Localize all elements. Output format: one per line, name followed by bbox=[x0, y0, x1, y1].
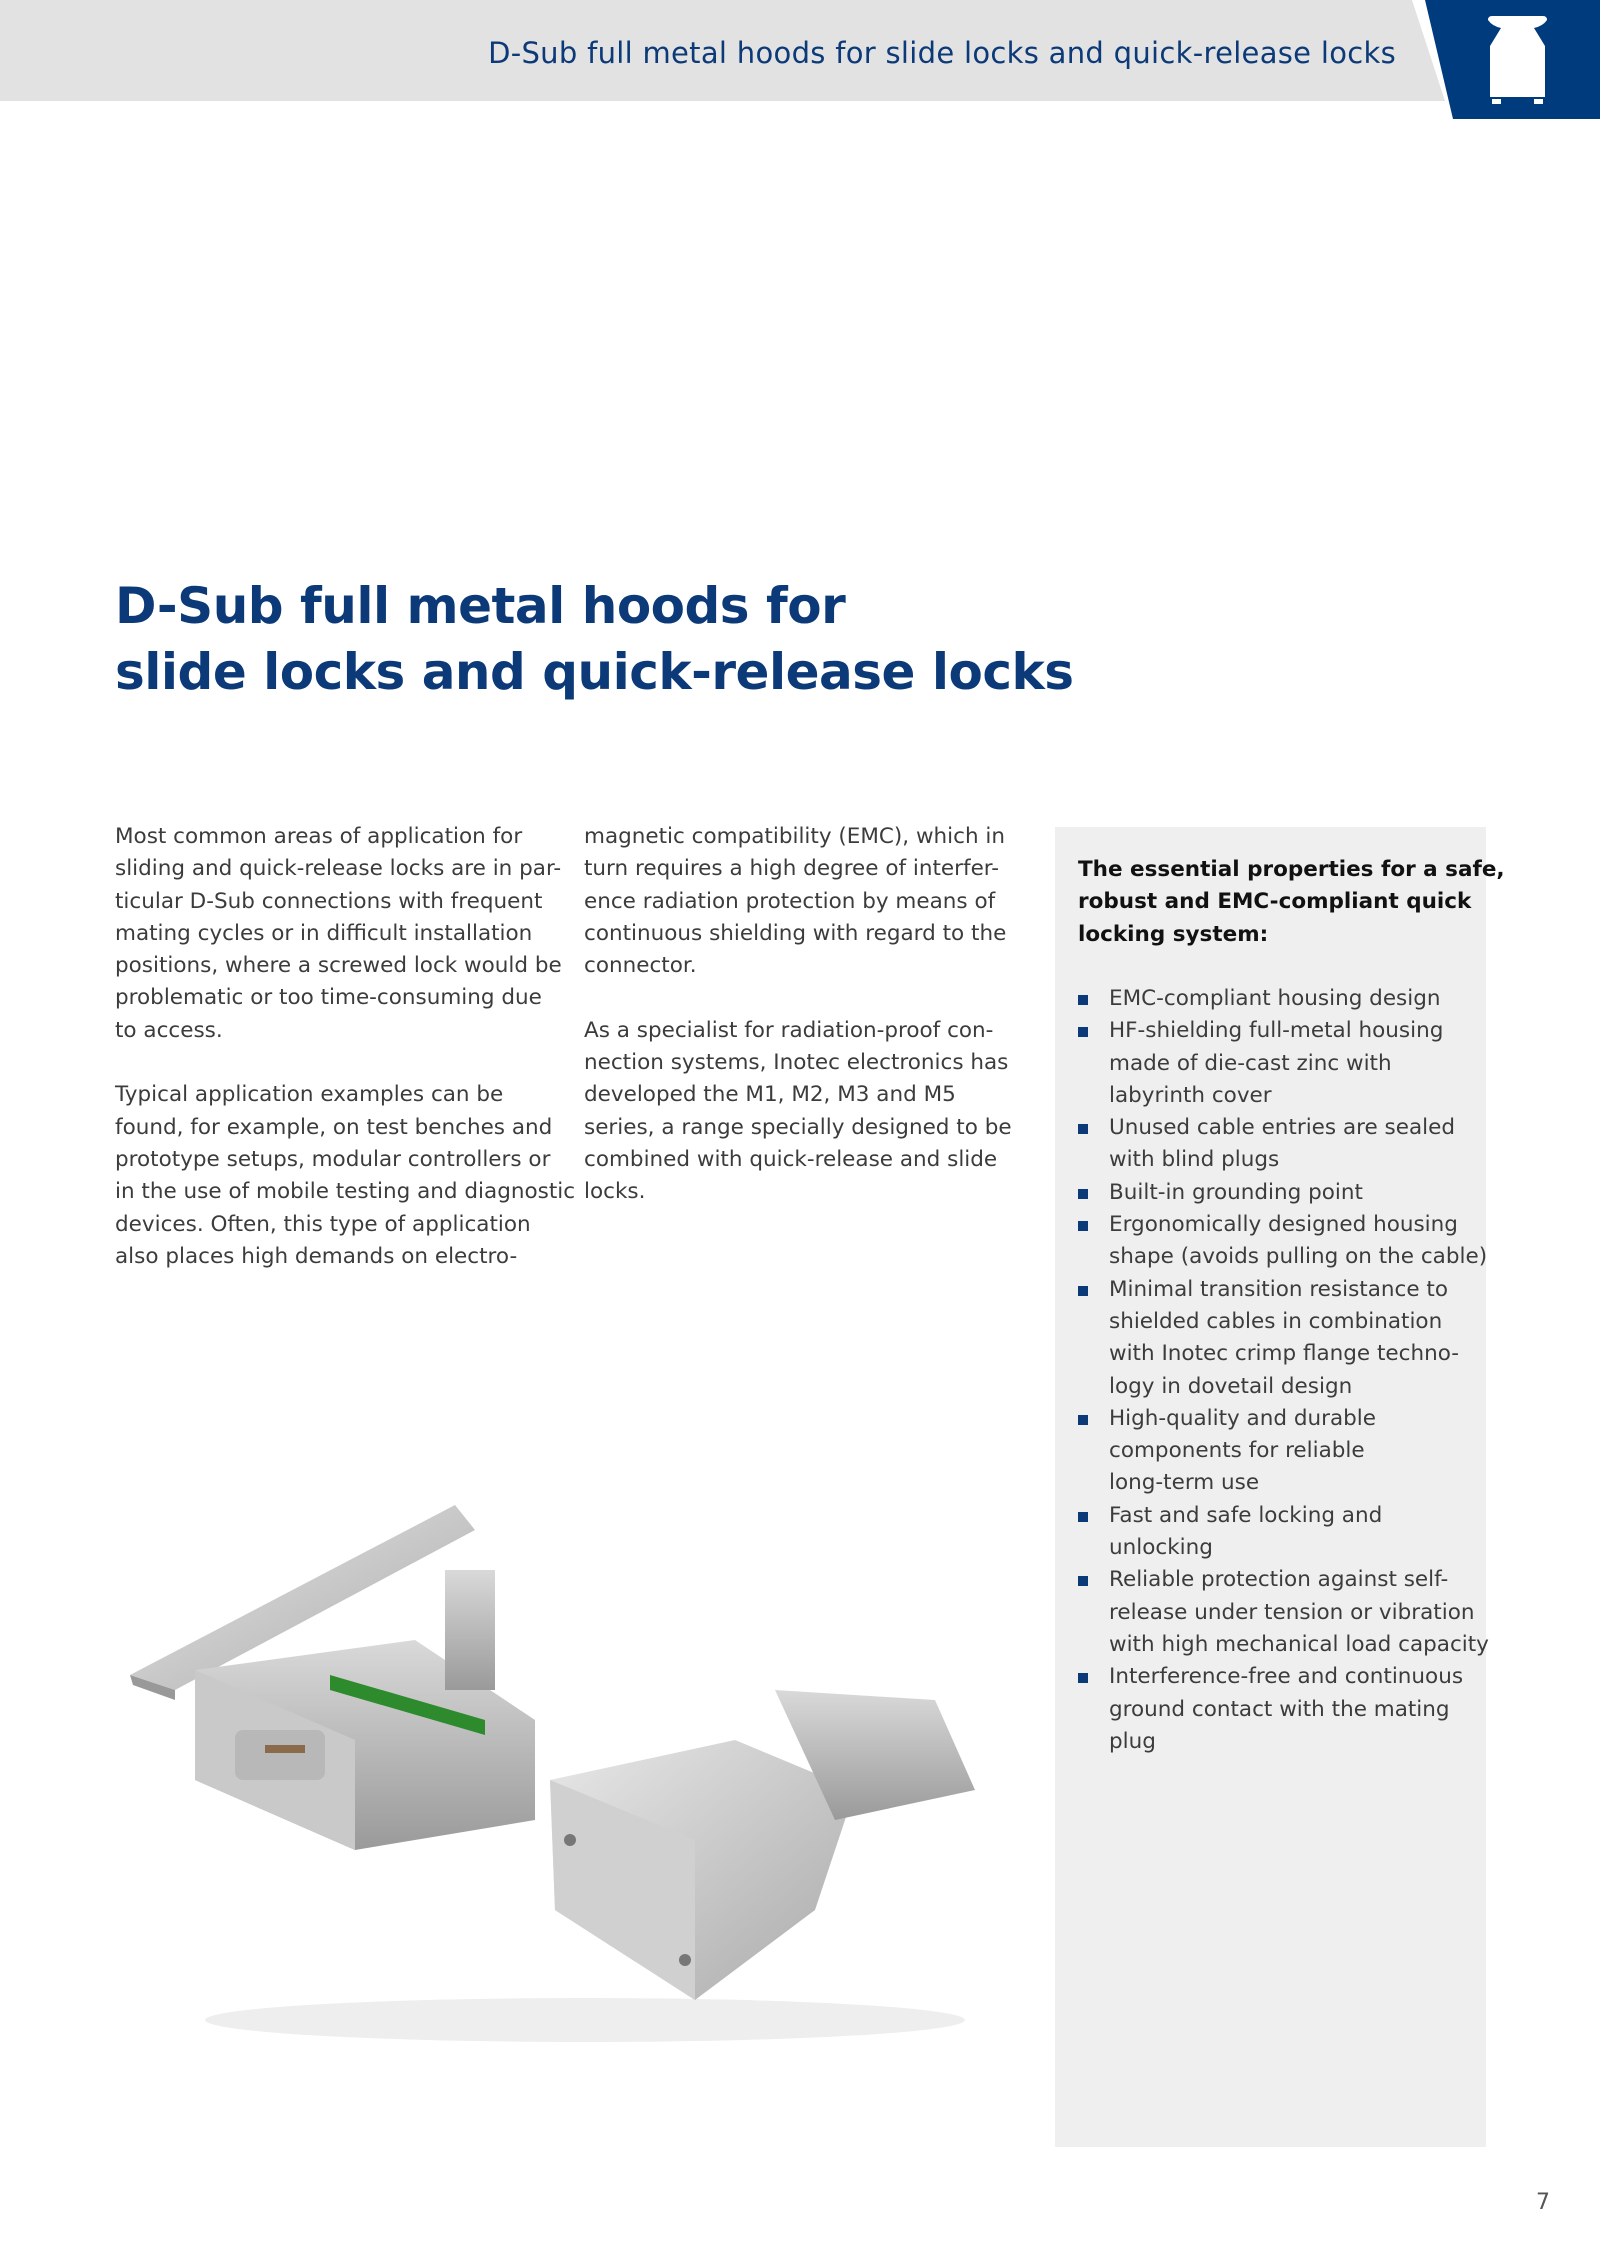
list-item-line: Fast and safe locking and bbox=[1109, 1502, 1383, 1528]
text-line: sliding and quick-release locks are in par- bbox=[115, 856, 562, 882]
paragraph bbox=[115, 821, 575, 1047]
list-item-line: HF-shielding full-metal housing bbox=[1109, 1018, 1444, 1044]
list-item bbox=[1078, 1112, 1489, 1177]
bullet-square-icon bbox=[1078, 1673, 1088, 1683]
paragraph-gap bbox=[115, 1047, 575, 1079]
bullet-square-icon bbox=[1078, 995, 1088, 1005]
header-title: D-Sub full metal hoods for slide locks and quick-release locks bbox=[488, 36, 1396, 70]
list-item bbox=[1078, 1274, 1489, 1403]
properties-box bbox=[1055, 827, 1505, 2147]
list-item-line: shape (avoids pulling on the cable) bbox=[1109, 1244, 1488, 1270]
list-item-line: Minimal transition resistance to bbox=[1109, 1276, 1448, 1302]
text-line: continuous shielding with regard to the bbox=[584, 920, 1007, 946]
paragraph-gap bbox=[584, 982, 1012, 1014]
page-title-line: D-Sub full metal hoods for bbox=[115, 577, 846, 635]
paragraph bbox=[584, 821, 1012, 982]
list-item-line: long-term use bbox=[1109, 1470, 1260, 1496]
list-item bbox=[1078, 1564, 1489, 1661]
text-line: found, for example, on test benches and bbox=[115, 1114, 553, 1140]
paragraph bbox=[115, 1079, 575, 1273]
text-line: connector. bbox=[584, 953, 697, 979]
bullet-square-icon bbox=[1078, 1027, 1088, 1037]
list-item-line: unlocking bbox=[1109, 1535, 1213, 1561]
body-column-2 bbox=[584, 821, 1012, 1209]
list-item-line: components for reliable bbox=[1109, 1438, 1365, 1464]
properties-list bbox=[1078, 983, 1489, 1758]
text-line: ticular D-Sub connections with frequent bbox=[115, 888, 543, 914]
list-item-line: made of die-cast zinc with bbox=[1109, 1050, 1392, 1076]
list-item-line: release under tension or vibration bbox=[1109, 1599, 1475, 1625]
bullet-square-icon bbox=[1078, 1512, 1088, 1522]
text-line: also places high demands on electro- bbox=[115, 1243, 518, 1269]
connector-hood-icon bbox=[1487, 14, 1549, 106]
text-line: in the use of mobile testing and diagnostic bbox=[115, 1179, 576, 1205]
list-item-line: plug bbox=[1109, 1728, 1156, 1754]
text-line: ence radiation protection by means of bbox=[584, 888, 996, 914]
text-line: magnetic compatibility (EMC), which in bbox=[584, 824, 1006, 849]
list-item-line: with high mechanical load capacity bbox=[1109, 1631, 1489, 1657]
list-item-line: with Inotec crimp flange techno- bbox=[1109, 1341, 1460, 1367]
page-number: 7 bbox=[1536, 2190, 1550, 2215]
properties-heading bbox=[1078, 854, 1505, 951]
text-line: turn requires a high degree of interfer- bbox=[584, 856, 1000, 882]
list-item-line: High-quality and durable bbox=[1109, 1405, 1376, 1431]
text-line: devices. Often, this type of application bbox=[115, 1211, 531, 1237]
heading-line: The essential properties for a safe, bbox=[1078, 857, 1505, 882]
text-line: locks. bbox=[584, 1179, 646, 1205]
list-item bbox=[1078, 1177, 1489, 1209]
text-line: Typical application examples can be bbox=[115, 1082, 504, 1108]
text-line: positions, where a screwed lock would be bbox=[115, 953, 562, 979]
paragraph bbox=[584, 1015, 1012, 1209]
list-item bbox=[1078, 1403, 1489, 1500]
text-line: Most common areas of application for bbox=[115, 824, 523, 849]
list-item-line: Ergonomically designed housing bbox=[1109, 1212, 1458, 1238]
list-item-line: Built-in grounding point bbox=[1109, 1179, 1363, 1205]
list-item-line: Reliable protection against self- bbox=[1109, 1567, 1449, 1593]
list-item bbox=[1078, 1500, 1489, 1565]
list-item-line: labyrinth cover bbox=[1109, 1082, 1272, 1108]
bullet-square-icon bbox=[1078, 1415, 1088, 1425]
list-item-line: shielded cables in combination bbox=[1109, 1308, 1443, 1334]
text-line: to access. bbox=[115, 1017, 223, 1043]
product-photo bbox=[115, 1490, 995, 2054]
text-line: As a specialist for radiation-proof con- bbox=[584, 1017, 994, 1043]
bullet-square-icon bbox=[1078, 1221, 1088, 1231]
logo-box bbox=[1425, 0, 1600, 119]
list-item bbox=[1078, 1209, 1489, 1274]
text-line: prototype setups, modular controllers or bbox=[115, 1146, 551, 1172]
heading-line: locking system: bbox=[1078, 921, 1269, 947]
bullet-square-icon bbox=[1078, 1286, 1088, 1296]
bullet-square-icon bbox=[1078, 1576, 1088, 1586]
page-title-line: slide locks and quick-release locks bbox=[115, 643, 1074, 701]
page-title bbox=[115, 573, 1073, 705]
text-line: mating cycles or in difficult installation bbox=[115, 920, 533, 946]
list-item-line: EMC-compliant housing design bbox=[1109, 986, 1441, 1011]
text-line: series, a range specially designed to be bbox=[584, 1114, 1012, 1140]
bullet-square-icon bbox=[1078, 1124, 1088, 1134]
bullet-square-icon bbox=[1078, 1189, 1088, 1199]
list-item-line: Unused cable entries are sealed bbox=[1109, 1115, 1455, 1141]
list-item-line: ground contact with the mating bbox=[1109, 1696, 1450, 1722]
list-item-line: logy in dovetail design bbox=[1109, 1373, 1353, 1399]
body-column-1 bbox=[115, 821, 575, 1273]
list-item-line: with blind plugs bbox=[1109, 1147, 1280, 1173]
list-item-line: Interference-free and continuous bbox=[1109, 1664, 1464, 1690]
text-line: developed the M1, M2, M3 and M5 bbox=[584, 1082, 956, 1108]
heading-line: robust and EMC-compliant quick bbox=[1078, 889, 1472, 915]
text-line: nection systems, Inotec electronics has bbox=[584, 1050, 1009, 1076]
list-item bbox=[1078, 1661, 1489, 1758]
list-item bbox=[1078, 1015, 1489, 1112]
text-line: problematic or too time-consuming due bbox=[115, 985, 542, 1011]
list-item bbox=[1078, 983, 1489, 1015]
text-line: combined with quick-release and slide bbox=[584, 1146, 998, 1172]
